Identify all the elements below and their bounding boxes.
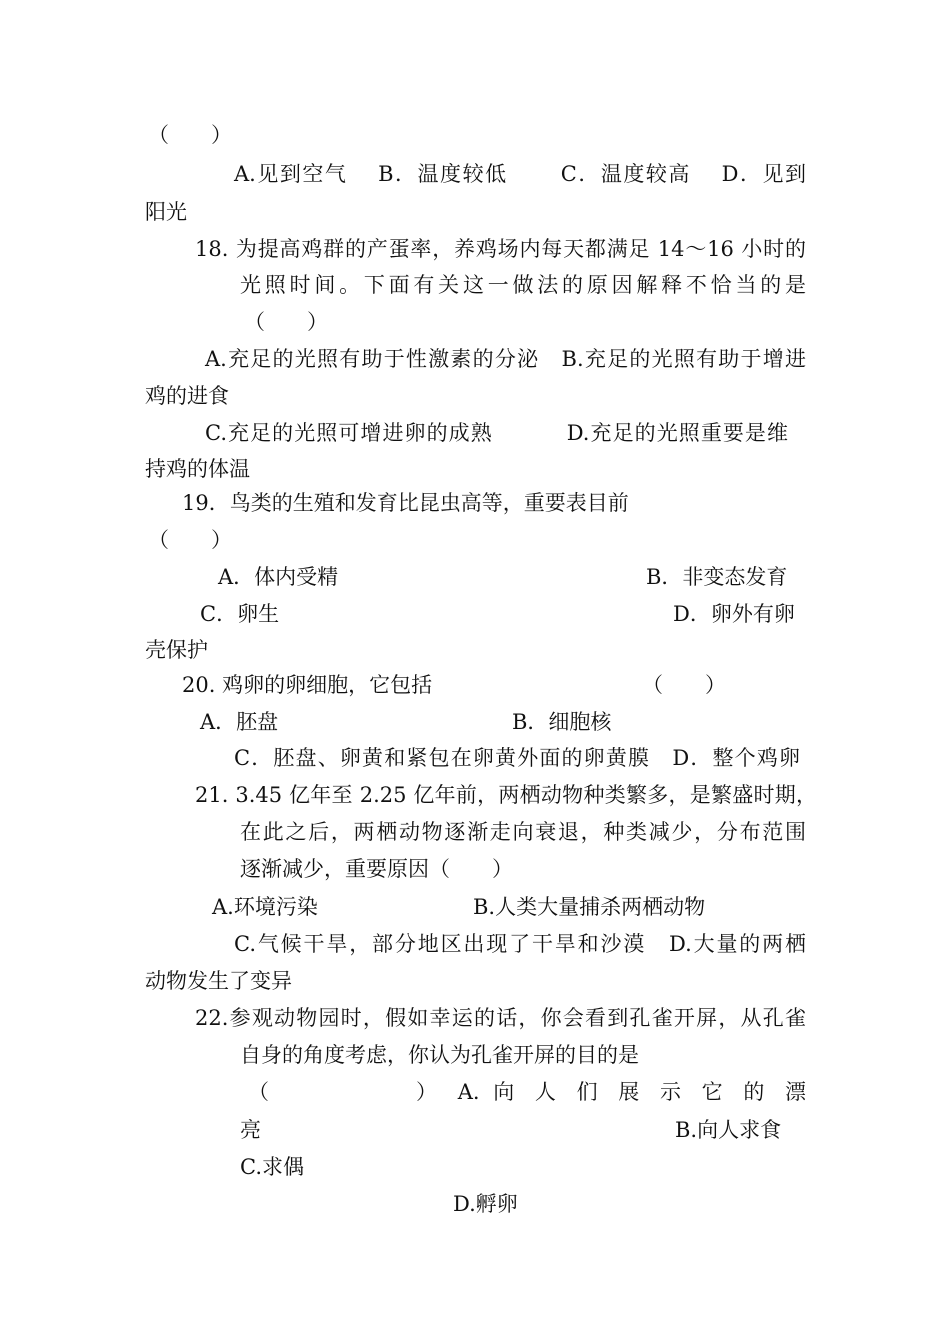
q19-option-b: B．非变态发育: [646, 565, 788, 589]
q18-options-cd: C.充足的光照可增进卵的成熟 D.充足的光照重要是维: [205, 421, 788, 445]
q22-option-b: B.向人求食: [675, 1118, 782, 1142]
answer-blank-18: （ ）: [244, 310, 328, 334]
q22-option-d: D.孵卵: [453, 1192, 518, 1216]
q20-option-b: B．细胞核: [512, 710, 612, 734]
q22-option-a-cont: 亮: [240, 1118, 261, 1142]
q22-stem-cont: 自身的角度考虑，你认为孔雀开屏的目的是: [240, 1043, 639, 1067]
answer-blank-19: （ ）: [148, 528, 232, 552]
q21-stem-cont: 在此之后，两栖动物逐渐走向衰退，种类减少，分布范围: [240, 820, 806, 844]
q18-options-cd-cont: 持鸡的体温: [145, 457, 250, 481]
q18-options-ab-cont: 鸡的进食: [145, 384, 229, 408]
q20-option-a: A．胚盘: [200, 710, 279, 734]
q18-options-ab: A.充足的光照有助于性激素的分泌 B.充足的光照有助于增进: [205, 347, 806, 371]
q19-option-c: C．卵生: [200, 602, 280, 626]
q22-option-c: C.求偶: [240, 1155, 304, 1179]
q18-stem-cont: 光照时间。下面有关这一做法的原因解释不恰当的是: [240, 273, 806, 297]
q20-stem: 20. 鸡卵的卵细胞，它包括: [182, 673, 433, 697]
q19-option-d-cont: 壳保护: [145, 638, 208, 662]
q21-options-cd-cont: 动物发生了变异: [145, 969, 292, 993]
q20-options-cd: C．胚盘、卵黄和紧包在卵黄外面的卵黄膜 D．整个鸡卵: [234, 746, 800, 770]
q19-option-a: A．体内受精: [218, 565, 339, 589]
q19-stem: 19．鸟类的生殖和发育比昆虫高等，重要表目前: [182, 491, 629, 515]
q17-options-cont: 阳光: [145, 200, 187, 224]
q19-option-d: D．卵外有卵: [673, 602, 795, 626]
q21-stem-end: 逐渐减少，重要原因（ ）: [240, 857, 513, 881]
q18-stem: 18. 为提高鸡群的产蛋率，养鸡场内每天都满足 14～16 小时的: [195, 237, 806, 261]
q21-option-b: B.人类大量捕杀两栖动物: [473, 895, 706, 919]
q21-options-cd: C.气候干旱，部分地区出现了干旱和沙漠 D.大量的两栖: [234, 932, 806, 956]
q21-stem: 21. 3.45 亿年至 2.25 亿年前，两栖动物种类繁多，是繁盛时期，: [195, 783, 817, 807]
q21-option-a: A.环境污染: [212, 895, 318, 919]
answer-blank-17: （ ）: [148, 123, 232, 147]
q22-stem: 22.参观动物园时，假如幸运的话，你会看到孔雀开屏，从孔雀: [195, 1006, 806, 1030]
answer-blank-20: （ ）: [642, 673, 726, 697]
q22-blank-option-a: （ ） A. 向 人 们 展 示 它 的 漂: [248, 1080, 806, 1104]
q17-options: A.见到空气 B．温度较低 C．温度较高 D．见到: [234, 162, 806, 186]
